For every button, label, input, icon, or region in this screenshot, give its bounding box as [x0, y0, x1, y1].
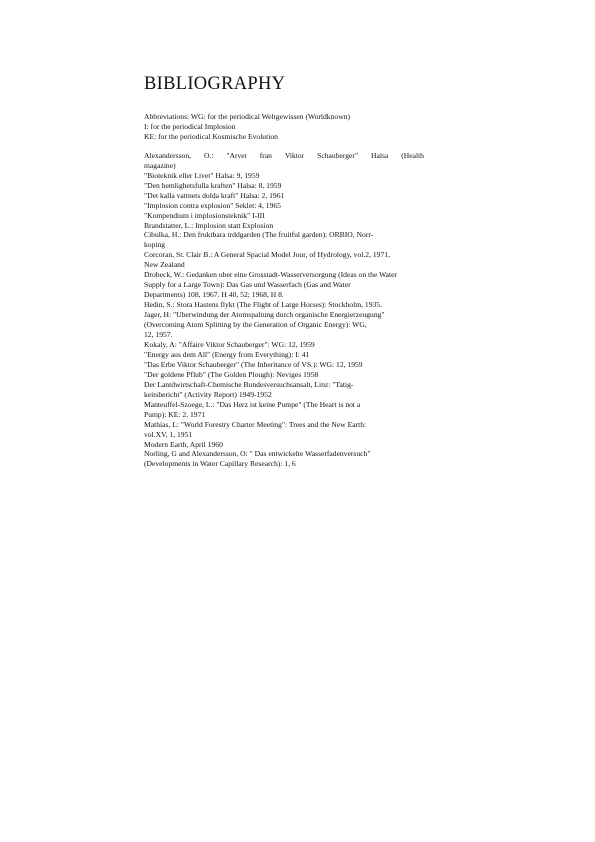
bibliography-entries [144, 151, 424, 470]
bibliography-line: Cibulka, H.: Den fruktbara trddgarden (The fruitful garden): ORBIO, Norr- [144, 230, 374, 240]
bibliography-line: Manteuffel-Szoege, L.: "Das Herz ist keine Pumpe" (The Heart is not a [144, 399, 361, 409]
bibliography-line: Corcoran, St. Clair B.: A General Spacial Model Jour, of Hydrology, vol.2, 1971, [144, 250, 390, 260]
bibliography-line: Norling, G and Alexandersson, O: " Das entwickelte Wasserfadenversuch" [144, 449, 371, 459]
word: "Arvet [226, 150, 247, 160]
bibliography-line: keitsbericht" (Activity Report) 1949-1952 [144, 389, 272, 399]
bibliography-line: "Bioteknik eller Livet" Halsa: 9, 1959 [144, 170, 260, 180]
bibliography-line: Pump): KE: 2. 1971 [144, 409, 206, 419]
bibliography-line: "Kompendium i implosionsteknik" I-III [144, 210, 265, 220]
word: Viktor [284, 150, 305, 160]
bibliography-line: New Zealand [144, 260, 185, 270]
bibliography-line: "Energy aus dem All" (Energy from Everything): I: 41 [144, 349, 310, 359]
word: Alexandersson, [144, 150, 192, 160]
word: fran [259, 150, 272, 160]
word: Halsa [370, 150, 389, 160]
bibliography-line: "Den hemlighetsfulla kraften" Halsa: 8, 1959 [144, 180, 282, 190]
bibliography-line: Der Lantdwirtschaft-Chemische Bundesversuchsansalt, Linz: "Tatig- [144, 379, 354, 389]
bibliography-line-justified [144, 151, 424, 161]
bibliography-line: "Das Erbe Viktor Schauberger" (The Inheritance of VS.): WG: 12, 1959 [144, 359, 363, 369]
bibliography-line: vol.XV, 1, 1951 [144, 429, 193, 439]
bibliography-line: Drobeck, W.: Gedanken uber eine Grosstadt-Wasserversorgung (Ideas on the Water [144, 270, 398, 280]
abbreviation-line: I: for the periodical Implosion [144, 121, 236, 131]
bibliography-line: magazine) [144, 160, 176, 170]
abbreviations-block [144, 112, 424, 142]
bibliography-line: "Implosion contra explosion" Seklet: 4, 1965 [144, 200, 281, 210]
bibliography-line: koping [144, 240, 166, 250]
bibliography-line: Supply for a Large Town): Das Gas und Wasserfach (Gas and Water [144, 280, 351, 290]
bibliography-line: Jager, H: "Uberwindung der Atomspaltung durch organische Energierzeugung" [144, 310, 385, 320]
word: (Health [401, 150, 424, 160]
bibliography-line: "Der goldene Pflub" (The Golden Plough): Neviges 1958 [144, 369, 319, 379]
bibliography-section [144, 73, 424, 469]
bibliography-line: 12, 1957. [144, 330, 173, 340]
bibliography-line: Hedin, S.: Stora Hastens flykt (The Flight of Large Horses): Stockholm, 1935. [144, 300, 382, 310]
bibliography-line: "Det kalla vattnets dolda kraft" Halsa: 2, 1961 [144, 190, 285, 200]
bibliography-line: Modern Earth, April 1960 [144, 439, 223, 449]
abbreviation-line: KE: for the periodical Kosmische Evolution [144, 131, 278, 141]
abbreviation-line: Abbreviations: WG: for the periodical Weltgewissen (Worldknown) [144, 112, 351, 121]
bibliography-line: Departments) 108, 1967. H 40, 52; 1968, H 8. [144, 290, 284, 300]
page-title: BIBLIOGRAPHY [144, 74, 286, 94]
bibliography-line: Mathias, L: "World Forestry Charter Meeting": Trees and the New Earth: [144, 419, 367, 429]
bibliography-line: (Developments in Water Capillary Research): 1, 6 [144, 459, 296, 469]
bibliography-line: Brandstatter, L.: Implosion statt Explosion [144, 220, 274, 230]
word: Schauberger" [317, 150, 359, 160]
bibliography-line: Kokaly, A: "Affaire Viktor Schauberger": WG: 12, 1959 [144, 339, 315, 349]
bibliography-line: (Overcoming Atom Splitting by the Generation of Organic Energy): WG, [144, 320, 367, 330]
word: O.: [203, 150, 214, 160]
